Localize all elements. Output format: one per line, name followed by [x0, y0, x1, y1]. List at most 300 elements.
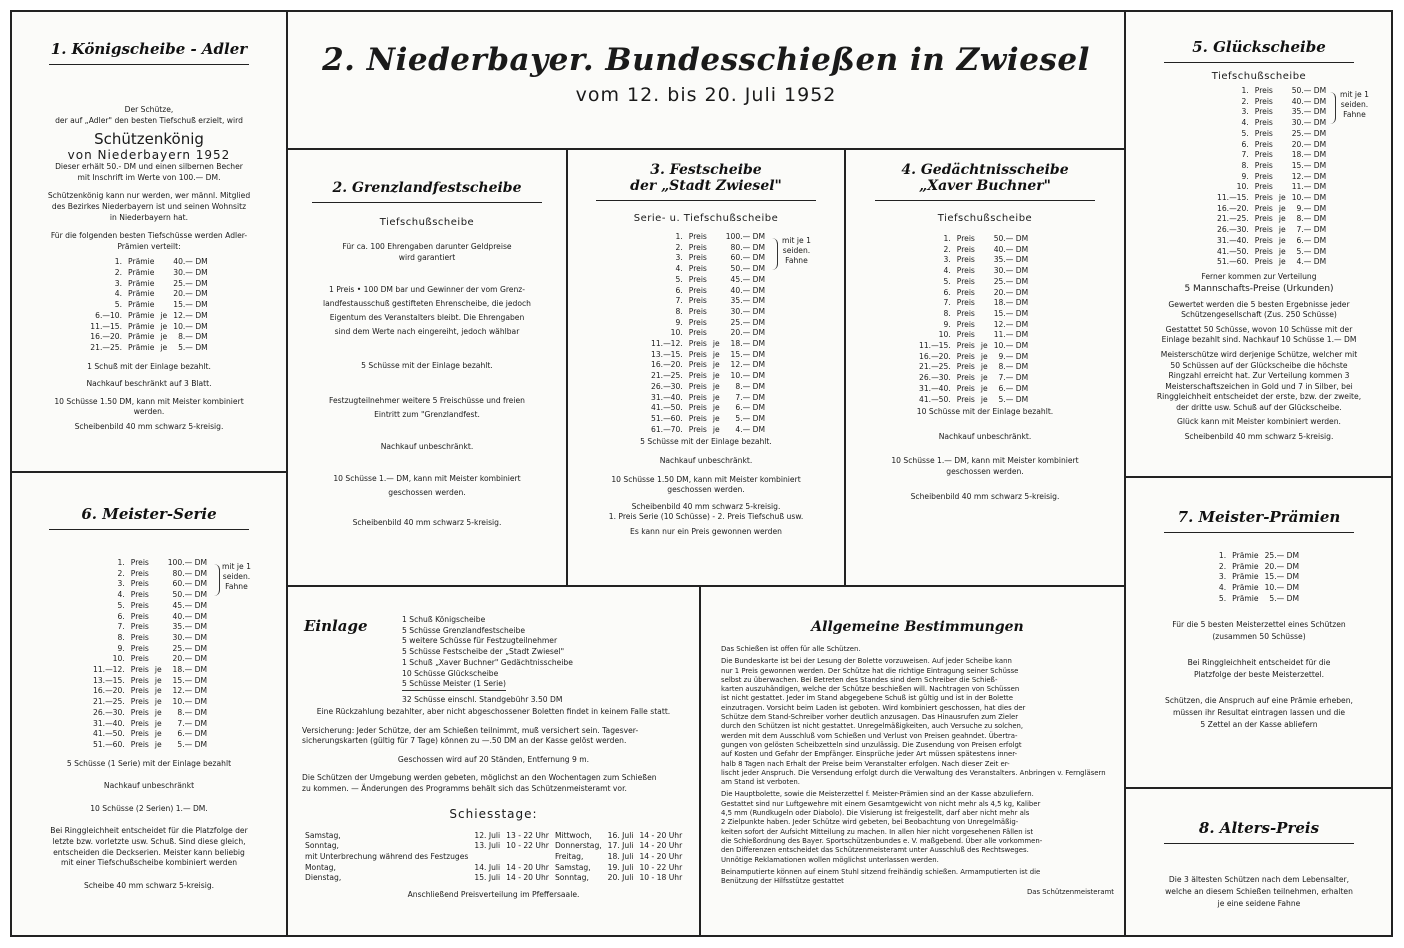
mpraem-line: müssen ihr Resultat eintragen lassen und die — [1172, 707, 1346, 717]
koenig-award-line: mit Inschrift im Werte von 100.— DM. — [77, 172, 221, 182]
allg-line: gungen von gelösten Scheibzetteln sind unzulässig. Die Zusendung von Preisen erfolgt — [721, 740, 1022, 749]
glueck-prize-table — [1214, 86, 1329, 268]
table-cell: 25.— DM — [1291, 128, 1327, 138]
koenig-note: 1 Schuß mit der Einlage bezahlt. — [87, 361, 211, 371]
table-cell: Preis — [130, 600, 149, 610]
einlage-t3: Geschossen wird auf 20 Ständen, Entfernung 9 m. — [397, 754, 590, 764]
table-row — [87, 311, 210, 322]
meister-brace — [214, 564, 220, 596]
header — [288, 12, 1124, 148]
allg-line: karten auszuhändigen, welche der Schütze beschießen will. Nachtragen von Schüssen — [721, 685, 1020, 694]
table-cell — [710, 328, 723, 339]
table-cell: 8. — [1241, 160, 1249, 170]
table-cell: 18.— DM — [172, 665, 208, 675]
glueck-kind: Tiefschußscheibe — [1211, 71, 1307, 82]
mpraem-line: 5 Zettel an der Kasse abliefern — [1200, 719, 1318, 729]
side-line: mit je 1 — [1340, 90, 1369, 99]
table-cell: 12.— DM — [172, 686, 208, 696]
table-row — [552, 873, 685, 884]
table-cell: 4. — [1218, 583, 1227, 593]
table-cell: 31.—40. — [1217, 235, 1249, 245]
table-cell: Preis — [956, 234, 975, 243]
cell: 11.—15. — [90, 321, 123, 331]
allg-line: halb 8 Tagen nach Erhalt der Preise beim Veranstalter erfolgen. Nach dieser Zeit er- — [721, 759, 1010, 768]
table-cell: 15.— DM — [172, 675, 208, 685]
glueck-line: der dritte usw. Schuß auf der Glückscheibe. — [1176, 402, 1342, 412]
glueck-line: Meisterschütze wird derjenige Schütze, welcher mit — [1160, 349, 1358, 359]
table-cell: je — [1278, 235, 1286, 245]
fest-brace — [772, 238, 778, 270]
allg-line: nur 1 Preis gewonnen werden. Der Schütze hat die richtige Eintragung seiner Schüsse — [721, 666, 1019, 675]
grenz-line: landfestausschuß gestifteten Ehrenscheibe, die jedoch — [322, 299, 531, 309]
mpraem-line: Platzfolge der beste Meisterzettel. — [1193, 669, 1325, 679]
table-cell: Preis — [688, 339, 707, 349]
table-cell — [710, 286, 723, 297]
table-cell: Preis — [688, 381, 707, 391]
table-cell: Preis — [1254, 139, 1273, 149]
table-row — [648, 275, 768, 286]
koenig-section — [12, 12, 286, 471]
table-cell: Preis — [130, 686, 149, 696]
koenig-intro — [22, 105, 276, 126]
table-cell: 20.— DM — [993, 287, 1029, 297]
side-line: seiden. — [782, 246, 811, 255]
table-cell: 15.— DM — [730, 349, 766, 359]
side-line: seiden. — [1340, 100, 1369, 109]
mpraem-line: (zusammen 50 Schüsse) — [1212, 631, 1306, 641]
side-line: mit je 1 — [782, 236, 811, 245]
fest-title1: 3. Festscheibe — [650, 162, 762, 178]
grenz-p3: 5 Schüsse mit der Einlage bezahlt. — [361, 361, 493, 371]
table-cell: 8.— DM — [177, 707, 208, 717]
table-row — [90, 719, 210, 730]
table-cell: 8. — [117, 632, 125, 642]
table-cell: Preis — [130, 718, 149, 728]
einlage-t2 — [302, 726, 685, 747]
glueck-line: Einlage bezahlt sind. Nachkauf 10 Schüsse 1.— DM — [1161, 335, 1357, 345]
table-cell — [978, 298, 991, 309]
glueck-p6: Glück kann mit Meister kombiniert werden. — [1177, 417, 1341, 427]
allg-line: einzutragen. Vorsicht beim Laden ist geboten. Wird kombiniert geschossen, hat dies der — [721, 703, 1026, 712]
table-cell: 45.— DM — [172, 600, 208, 610]
table-cell: 14 - 20 Uhr — [639, 830, 683, 840]
einlage-item: 5 Schüsse Festscheibe der „Stadt Zwiesel" — [402, 647, 565, 657]
table-row — [648, 318, 768, 329]
table-cell: 11.— DM — [1291, 182, 1327, 192]
table-cell: 20. Juli — [607, 873, 634, 883]
table-cell: 8.— DM — [998, 362, 1029, 372]
table-cell: 4. — [675, 264, 683, 274]
table-cell: 16.—20. — [651, 360, 683, 370]
allg-line: auf Kosten und Gefahr der Empfänger. Einsprüche jeder Art müssen spätestens inner- — [721, 750, 1018, 759]
page-title: 2. Niederbayer. Bundesschießen in Zwiesel — [322, 42, 1090, 78]
fest-title-underline — [596, 200, 816, 201]
grenz-line: Für ca. 100 Ehrengaben darunter Geldpreise — [342, 242, 512, 251]
table-row — [90, 697, 210, 708]
koenig-cond-line: in Niederbayern hat. — [109, 212, 189, 222]
table-cell: Preis — [130, 729, 149, 739]
allg-signature: Das Schützenmeisteramt — [1027, 888, 1114, 897]
table-cell — [978, 255, 991, 266]
table-cell: Sonntag, — [305, 841, 339, 851]
glueck-line: Schützengesellschaft (Zus. 250 Schüsse) — [1181, 310, 1337, 320]
table-row — [87, 279, 210, 290]
cell: je — [160, 321, 168, 331]
table-row — [916, 245, 1031, 256]
table-row — [916, 309, 1031, 320]
allg-line: lischt jeder Anspruch. Die Versendung erfolgt durch die Verwaltung des Veranstalters. Anbringen v. Ferngläsern am Stand ist verboten. — [721, 768, 1106, 787]
table-cell: 1. — [675, 232, 683, 241]
table-row — [90, 686, 210, 697]
table-cell: Prämie — [1232, 551, 1259, 560]
table-cell: 26.—30. — [93, 707, 125, 717]
table-cell: 3. — [1218, 572, 1227, 582]
table-cell: 11.—15. — [919, 341, 951, 351]
allg-line: Schütze dem Stand-Schreiber vorher deutlich anzusagen. Das Hinausrufen zum Zieler — [721, 713, 1019, 722]
table-cell — [152, 601, 165, 612]
table-cell: Preis — [130, 590, 149, 600]
table-cell: Prämie — [1232, 593, 1259, 603]
allg-p2 — [721, 657, 1114, 787]
table-cell — [503, 852, 552, 863]
allg-line: selbst zu überwachen. Bei Betreten des Standes sind dem Schreiber die Schieß- — [721, 675, 998, 684]
koenig-award — [22, 162, 276, 183]
table-cell: 6.— DM — [998, 383, 1029, 393]
table-cell: 10. — [938, 330, 951, 340]
table-cell: Preis — [688, 413, 707, 423]
table-cell: 60.— DM — [172, 579, 208, 589]
table-cell: 18.— DM — [993, 298, 1029, 308]
einlage-item: 5 Schüsse Grenzlandfestscheibe — [402, 625, 526, 635]
glueck-title-underline — [1164, 62, 1354, 63]
cell: 20.— DM — [173, 289, 208, 299]
table-cell: mit Unterbrechung während des Festzuges — [305, 851, 469, 861]
einlage-items — [402, 615, 573, 706]
table-cell: Preis — [1254, 150, 1273, 160]
table-row — [90, 644, 210, 655]
table-cell: Preis — [130, 675, 149, 685]
table-cell: 4.— DM — [735, 424, 766, 434]
table-cell — [152, 654, 165, 665]
mpraem-p3 — [1136, 695, 1382, 731]
table-cell: 10.— DM — [993, 341, 1029, 351]
table-cell: je — [980, 351, 988, 361]
table-cell: Preis — [688, 242, 707, 252]
grenz-line: 1 Preis • 100 DM bar und Gewinner der vom Grenz- — [328, 285, 526, 295]
cell: Prämie — [128, 310, 155, 320]
table-row — [90, 740, 210, 751]
table-row — [1214, 129, 1329, 140]
cell: Prämie — [128, 321, 155, 331]
cell — [157, 300, 170, 311]
table-row — [916, 255, 1031, 266]
table-cell: Preis — [956, 351, 975, 361]
allg-p1: Das Schießen ist offen für alle Schützen. — [721, 645, 861, 653]
table-cell: Preis — [130, 632, 149, 642]
glueck-p4 — [1134, 325, 1384, 346]
einlage-head — [302, 587, 685, 707]
table-row — [648, 328, 768, 339]
table-cell: 4. — [1241, 118, 1249, 128]
table-cell: je — [1278, 225, 1286, 235]
table-cell: 41.—50. — [651, 403, 683, 413]
table-row — [1214, 97, 1329, 108]
allg-title: Allgemeine Bestimmungen — [811, 619, 1024, 635]
table-cell: Preis — [688, 392, 707, 402]
table-cell: 21.—25. — [651, 371, 683, 381]
table-cell: 7. — [675, 296, 683, 306]
alters-title-underline — [1164, 843, 1354, 844]
table-row — [916, 234, 1031, 245]
table-cell — [1276, 97, 1289, 108]
alters-line: Die 3 ältesten Schützen nach dem Lebensalter, — [1168, 875, 1350, 884]
table-cell: 25.— DM — [993, 276, 1029, 286]
side-line: Fahne — [1343, 110, 1366, 119]
table-row — [648, 403, 768, 414]
mpraem-line: Schützen, die Anspruch auf eine Prämie erheben, — [1165, 695, 1353, 705]
koenig-prize-table — [87, 257, 210, 353]
table-row — [552, 863, 685, 874]
allg-line: keiten sofort der Aufsicht Mitteilung zu machen. In allen hier nicht vorgesehenen Fällen ist — [721, 827, 1034, 836]
table-cell: 31.—40. — [651, 392, 683, 402]
gedaecht-kind: Tiefschußscheibe — [937, 213, 1033, 224]
koenig-note: Scheibenbild 40 mm schwarz 5-kreisig. — [74, 422, 224, 432]
grenz-title-underline — [312, 202, 542, 203]
table-cell: Preis — [130, 643, 149, 653]
table-cell: Preis — [956, 383, 975, 393]
grenz-line: geschossen werden. — [388, 488, 466, 498]
allg-line: durch den Schützen ist nicht gestattet. Unregelmäßigkeiten, auch Versuche zu solchen, — [721, 722, 1024, 731]
allg-line: Die Hauptbolette, sowie die Meisterzettel f. Meister-Prämien sind an der Kasse abzuliefern. — [721, 790, 1034, 799]
table-cell: 40.— DM — [172, 611, 208, 621]
koenig-note: werden. — [133, 407, 165, 417]
mpraem-title-underline — [1164, 532, 1354, 533]
table-cell: 25.— DM — [1264, 551, 1300, 560]
table-cell: je — [1278, 203, 1286, 213]
meister-note-block — [22, 826, 276, 868]
table-cell: 9. — [117, 643, 125, 653]
table-row — [648, 414, 768, 425]
table-cell: Preis — [1254, 128, 1273, 138]
table-cell: 5. — [117, 600, 125, 610]
table-cell: 6. — [943, 287, 951, 297]
table-cell: 30.— DM — [730, 306, 766, 316]
table-cell: 11.—12. — [93, 665, 125, 675]
table-row — [90, 601, 210, 612]
table-cell: 16.—20. — [93, 686, 125, 696]
table-cell: Preis — [956, 255, 975, 265]
table-cell: 5.— DM — [735, 413, 766, 423]
cell: 3. — [114, 278, 123, 288]
koenig-intro-line: der auf „Adler" den besten Tiefschuß erzielt, wird — [55, 115, 243, 125]
grenz-line: wird garantiert — [398, 252, 456, 262]
table-cell — [978, 320, 991, 331]
table-cell: je — [154, 739, 162, 749]
table-cell: Preis — [688, 317, 707, 327]
table-row — [1216, 594, 1302, 605]
cell: 16.—20. — [90, 332, 123, 342]
table-cell: 20.— DM — [730, 328, 766, 338]
cell: Prämie — [128, 278, 155, 288]
table-cell: Preis — [1254, 257, 1273, 267]
glueck-line: Meisterschaftszeichen in Gold und 7 in Silber, bei — [1165, 381, 1353, 391]
allg-line: Unnötige Reklamationen wollen möglichst unterlassen werden. — [721, 855, 939, 864]
table-cell: 35.— DM — [993, 255, 1029, 265]
table-cell — [710, 318, 723, 329]
table-cell: 40.— DM — [730, 285, 766, 295]
table-cell — [152, 644, 165, 655]
cell — [157, 268, 170, 279]
table-cell — [978, 330, 991, 341]
allg-line: 4,5 mm (Rundkugeln oder Diabolo). Die Visierung ist freigestellt, darf aber nicht mehr als — [721, 809, 1030, 818]
table-row — [916, 277, 1031, 288]
cell: 8.— DM — [178, 332, 208, 342]
table-cell: 30.— DM — [172, 632, 208, 642]
table-cell — [710, 232, 723, 243]
table-cell: je — [712, 413, 720, 423]
glueck-prize-wrap — [1134, 86, 1384, 268]
grenz-line: Eigentum des Veranstalters bleibt. Die Ehrengaben — [329, 313, 525, 323]
meister-section — [12, 473, 286, 935]
table-cell: 2. — [943, 244, 951, 254]
table-cell: 8. — [943, 308, 951, 318]
einlage-closing: Anschließend Preisverteilung im Pfeffersaale. — [407, 890, 580, 900]
table-row — [90, 654, 210, 665]
table-cell: 10.— DM — [730, 371, 766, 381]
table-row — [1214, 172, 1329, 183]
table-cell — [978, 245, 991, 256]
koenig-big1: Schützenkönig — [94, 130, 204, 149]
table-cell: 4.— DM — [1296, 257, 1327, 267]
koenig-award-line: Dieser erhält 50.- DM und einen silbernen Becher — [55, 162, 243, 172]
table-cell: 7. — [117, 622, 125, 632]
table-row — [90, 622, 210, 633]
table-row — [916, 373, 1031, 384]
einlage-t1: Eine Rückzahlung bezahlter, aber nicht abgeschossener Boletten findet in keinem Falle statt. — [316, 707, 671, 716]
table-cell: Preis — [130, 558, 149, 567]
einlage-line: Versicherung: Jeder Schütze, der am Schießen teilnimmt, muß versichert sein. Tagesver- — [302, 725, 639, 735]
table-cell: je — [980, 383, 988, 393]
table-cell — [152, 590, 165, 601]
koenig-note: Nachkauf beschränkt auf 3 Blatt. — [86, 379, 212, 389]
mpraem-prize-table — [1216, 551, 1302, 605]
table-cell: je — [980, 341, 988, 351]
table-row — [87, 322, 210, 333]
cell: 40.— DM — [173, 257, 208, 267]
allg-p3 — [721, 790, 1114, 864]
table-cell: Prämie — [1232, 583, 1259, 593]
cell: 15.— DM — [173, 300, 208, 310]
cell — [157, 257, 170, 268]
table-cell: 2. — [1218, 561, 1227, 571]
table-cell: 35.— DM — [730, 296, 766, 306]
table-cell — [471, 852, 503, 863]
table-cell: 14 - 20 Uhr — [639, 841, 683, 851]
table-cell: 5.— DM — [1296, 246, 1327, 256]
allg-line: Beinamputierte können auf einem Stuhl sitzend freihändig schießen. Armamputierten ist die — [721, 867, 1041, 876]
table-cell: 14. Juli — [474, 862, 501, 872]
table-cell — [710, 296, 723, 307]
table-cell: 35.— DM — [1291, 107, 1327, 117]
cell: Prämie — [128, 300, 155, 310]
table-cell: 5. — [943, 276, 951, 286]
meister-note-line: letzte bzw. vorletzte usw. Schuß. Sind diese gleich, — [52, 837, 246, 847]
table-row — [90, 676, 210, 687]
table-cell: Preis — [688, 253, 707, 263]
table-row — [916, 384, 1031, 395]
table-cell: 10 - 18 Uhr — [639, 873, 683, 883]
table-row — [916, 362, 1031, 373]
table-cell: Preis — [1254, 96, 1273, 106]
meister-note-line: mit einer Tiefschußscheibe kombiniert werden — [60, 858, 238, 868]
table-cell: je — [154, 697, 162, 707]
table-cell: je — [712, 339, 720, 349]
table-cell: je — [154, 707, 162, 717]
table-cell: 19. Juli — [607, 862, 634, 872]
table-row — [90, 612, 210, 623]
table-cell — [710, 307, 723, 318]
table-cell: 50.— DM — [730, 264, 766, 274]
table-cell: 25.— DM — [730, 317, 766, 327]
table-cell: Preis — [688, 285, 707, 295]
koenig-big2: von Niederbayern 1952 — [67, 148, 231, 163]
table-cell — [1276, 107, 1289, 118]
fest-note: 5 Schüsse mit der Einlage bezahlt. — [640, 437, 772, 447]
table-cell: 7.— DM — [177, 718, 208, 728]
einlage-item: 5 Schüsse Meister (1 Serie) — [402, 679, 506, 691]
side-line: Fahne — [225, 582, 248, 591]
page-subtitle: vom 12. bis 20. Juli 1952 — [575, 84, 837, 106]
grenz-kind: Tiefschußscheibe — [379, 217, 475, 228]
table-cell: 45.— DM — [730, 274, 766, 284]
table-row — [90, 579, 210, 590]
table-cell: je — [154, 675, 162, 685]
allg-line: den Differenzen entscheidet das Schützenmeisteramt unter Ausschluß des Rechtsweges. — [721, 846, 1029, 855]
table-cell: je — [154, 665, 162, 675]
gedaecht-note: 10 Schüsse mit der Einlage bezahlt. — [916, 407, 1054, 417]
cell: je — [160, 310, 168, 320]
meister-side-note — [222, 562, 251, 592]
einlage-title: Einlage — [304, 617, 368, 635]
table-cell: 25.— DM — [172, 643, 208, 653]
table-cell: 6. — [117, 611, 125, 621]
table-row — [552, 852, 685, 863]
table-cell: Prämie — [1232, 572, 1259, 582]
table-cell: Preis — [1254, 171, 1273, 181]
side-line: Fahne — [785, 256, 808, 265]
table-cell: 12.— DM — [730, 360, 766, 370]
table-cell: 7.— DM — [998, 373, 1029, 383]
cell: Prämie — [128, 289, 155, 299]
table-cell: Preis — [956, 276, 975, 286]
grenz-line: Eintritt zum "Grenzlandfest. — [374, 409, 480, 419]
table-row — [552, 841, 685, 852]
meister-prize-table — [90, 558, 210, 751]
table-row — [1214, 204, 1329, 215]
table-cell: 60.— DM — [730, 253, 766, 263]
glueck-p2: 5 Mannschafts-Preise (Urkunden) — [1184, 283, 1334, 294]
table-cell: Dienstag, — [305, 873, 342, 883]
koenig-note: 10 Schüsse 1.50 DM, kann mit Meister kombiniert — [54, 396, 244, 406]
koenig-intro-line: Der Schütze, — [124, 105, 174, 114]
table-cell: 51.—60. — [1217, 257, 1249, 267]
table-cell: 20.— DM — [1264, 561, 1300, 571]
table-row — [916, 395, 1031, 406]
table-cell: je — [1278, 193, 1286, 203]
table-cell: 3. — [117, 579, 125, 589]
table-cell: 6.— DM — [177, 729, 208, 739]
cell: Prämie — [128, 268, 155, 278]
